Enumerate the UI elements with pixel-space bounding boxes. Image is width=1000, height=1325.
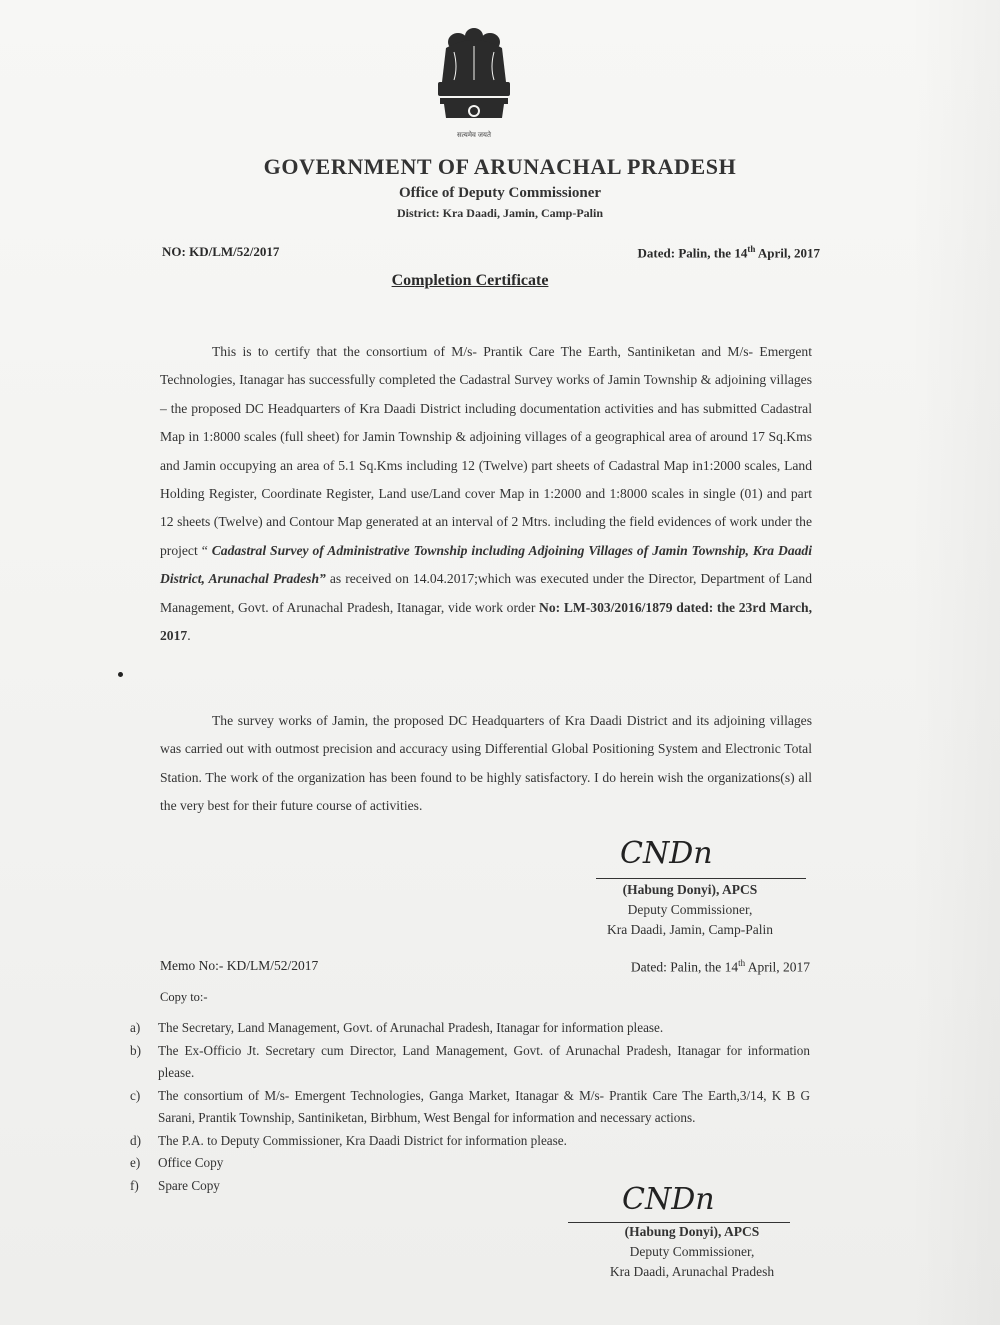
district-line: District: Kra Daadi, Jamin, Camp-Palin (397, 206, 603, 220)
certificate-title: Completion Certificate (391, 272, 549, 289)
signatory-designation: Deputy Commissioner, (629, 1244, 755, 1259)
list-item: f) Spare Copy (130, 1177, 220, 1193)
reference-number: NO: KD/LM/52/2017 (162, 244, 280, 259)
certificate-paragraph-1 (160, 338, 812, 650)
national-emblem-icon (428, 22, 520, 142)
signature-line (596, 878, 806, 879)
signature-block-1 (572, 880, 808, 940)
scan-speck (118, 672, 123, 677)
list-item: d) The P.A. to Deputy Commissioner, Kra Daadi District for information please. (130, 1132, 567, 1148)
government-title: GOVERNMENT OF ARUNACHAL PRADESH (263, 154, 737, 179)
copy-to-label: Copy to:- (160, 990, 208, 1004)
signatory-designation: Deputy Commissioner, (627, 902, 753, 917)
reference-date: Dated: Palin, the 14th April, 2017 (637, 244, 820, 261)
office-name: Office of Deputy Commissioner (398, 185, 602, 201)
certificate-paragraph-2: The survey works of Jamin, the proposed DC Headquarters of Kra Daadi District and its adjoining villages was carried out with outmost precision and accuracy using Differential Global Positioning System and Electronic Total Station. The work of the organization has been found to be highly satisfactory. I do herein wish the organizations(s) all the very best for their future course of activities. (160, 713, 812, 814)
list-item: c) The consortium of M/s- Emergent Technologies, Ganga Market, Itanagar & M/s- Prantik Care The Earth,3/14, K B G Sarani, Prantik Township, Santiniketan, Birbhum, West Bengal for information and necessary actions. (130, 1087, 810, 1125)
paragraph-1-end: . (187, 628, 191, 644)
work-order-number: No: LM-303/2016/1879 dated: the 23rd March, 2017 (160, 599, 812, 644)
signatory-place: Kra Daadi, Jamin, Camp-Palin (606, 922, 774, 937)
signatory-place: Kra Daadi, Arunachal Pradesh (609, 1264, 775, 1279)
memo-number: Memo No:- KD/LM/52/2017 (160, 958, 319, 973)
memo-date: Dated: Palin, the 14th April, 2017 (630, 958, 810, 975)
list-item: b) The Ex-Officio Jt. Secretary cum Director, Land Management, Govt. of Arunachal Pradesh, Itanagar for information please. (130, 1042, 810, 1080)
signature-block-2 (574, 1222, 810, 1282)
list-item: e) Office Copy (130, 1155, 224, 1170)
signatory-name: (Habung Donyi), APCS (622, 882, 758, 897)
signature-scribble: CNDn (620, 836, 713, 871)
signature-scribble: CNDn (622, 1182, 715, 1217)
copy-list (130, 1017, 810, 1197)
paragraph-1-text-b: as received on 14.04.2017;which was executed under the Director, Department of Land Management, Govt. of Arunachal Pradesh, Itanagar, vide work order (160, 571, 812, 615)
emblem-motto: सत्यमेव जयते (457, 131, 491, 139)
project-title: Cadastral Survey of Administrative Township including Adjoining Villages of Jamin Township, Kra Daadi District, Arunachal Pradesh” (160, 542, 813, 587)
paragraph-1-text-a: This is to certify that the consortium of M/s- Prantik Care The Earth, Santiniketan and M/s- Emergent Technologies, Itanagar has successfully completed the Cadastral Survey works of Jamin Township & adjoining villages – the proposed DC Headquarters of Kra Daadi District including documentation activities and has submitted Cadastral Map in 1:8000 scales (full sheet) for Jamin Township & adjoining villages of a geographical area of around 17 Sq.Kms and Jamin occupying an area of 5.1 Sq.Kms including 12 (Twelve) part sheets of Cadastral Map in1:2000 scales, Land Holding Register, Coordinate Register, Land use/Land cover Map in 1:2000 and 1:8000 scales in single (01) and part 12 sheets (Twelve) and Contour Map generated at an interval of 2 Mtrs. including the field evidences of work under the project “ (160, 344, 812, 558)
list-item: a) The Secretary, Land Management, Govt. of Arunachal Pradesh, Itanagar for information please. (130, 1020, 664, 1035)
signatory-name: (Habung Donyi), APCS (624, 1224, 760, 1239)
